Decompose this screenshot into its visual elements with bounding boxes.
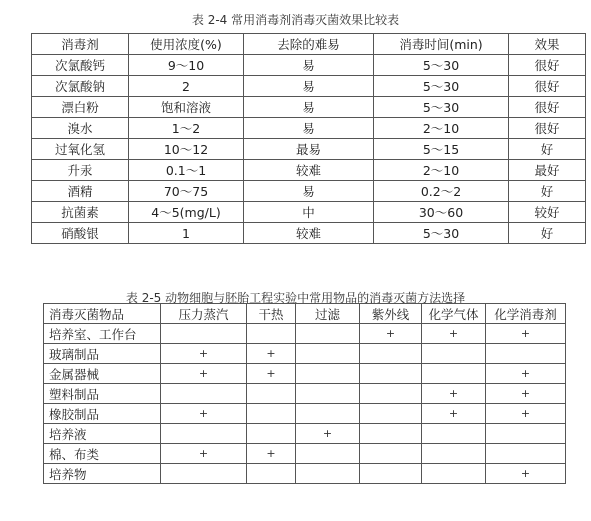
table-cell [422,444,486,464]
table-row [32,223,586,244]
table-cell [296,364,360,384]
table-cell [486,444,566,464]
table-cell: 较难 [244,160,374,181]
table-header-row [32,34,586,55]
table-cell: 70～75 [129,181,244,202]
table-cell [422,424,486,444]
table-cell: 2～10 [374,118,509,139]
row-label-cell: 过氧化氢 [32,139,129,160]
table-cell [360,384,422,404]
table-cell: 10～12 [129,139,244,160]
table-cell [247,384,296,404]
table-row [32,139,586,160]
header-cell: 紫外线 [360,304,422,324]
table-cell: 1 [129,223,244,244]
row-label-cell: 塑料制品 [44,384,161,404]
row-label-cell: 漂白粉 [32,97,129,118]
table-cell: 易 [244,97,374,118]
table-cell [296,324,360,344]
table-cell: 2～10 [374,160,509,181]
table-cell [296,464,360,484]
table-row [44,344,566,364]
row-label-cell: 酒精 [32,181,129,202]
row-label-cell: 升汞 [32,160,129,181]
table-cell [360,444,422,464]
table-cell [422,344,486,364]
table-row [44,384,566,404]
table-cell [161,424,247,444]
header-cell: 压力蒸汽 [161,304,247,324]
row-label-cell: 抗菌素 [32,202,129,223]
header-cell: 消毒剂 [32,34,129,55]
table-cell: 0.1～1 [129,160,244,181]
table-cell: 5～30 [374,76,509,97]
table-cell: + [161,444,247,464]
table-cell: 易 [244,76,374,97]
table-row [44,364,566,384]
header-cell: 消毒时间(min) [374,34,509,55]
table-cell [360,424,422,444]
table-cell: 9～10 [129,55,244,76]
table-cell: 1～2 [129,118,244,139]
table-cell: 4～5(mg/L) [129,202,244,223]
table-cell [360,344,422,364]
table-cell: + [161,344,247,364]
table-cell: 易 [244,181,374,202]
table-cell: + [296,424,360,444]
table-cell: 最易 [244,139,374,160]
table-cell: 较好 [509,202,586,223]
table-cell [247,464,296,484]
disinfectant-comparison-table [31,33,586,244]
table-row [32,181,586,202]
header-cell: 消毒灭菌物品 [44,304,161,324]
row-label-cell: 次氯酸钠 [32,76,129,97]
table-cell [422,464,486,484]
table-cell: 较难 [244,223,374,244]
table-cell: 很好 [509,97,586,118]
table-cell: + [247,364,296,384]
header-cell: 干热 [247,304,296,324]
table-cell: 好 [509,223,586,244]
table-cell: 很好 [509,118,586,139]
row-label-cell: 玻璃制品 [44,344,161,364]
header-cell: 化学气体 [422,304,486,324]
header-cell: 效果 [509,34,586,55]
table-cell: 很好 [509,55,586,76]
table-cell: 好 [509,181,586,202]
table-row [44,444,566,464]
table-cell: 很好 [509,76,586,97]
table-cell [247,324,296,344]
table-cell [360,464,422,484]
row-label-cell: 培养室、工作台 [44,324,161,344]
sterilization-method-table [43,303,566,484]
table-header-row [44,304,566,324]
row-label-cell: 次氯酸钙 [32,55,129,76]
header-cell: 化学消毒剂 [486,304,566,324]
header-cell: 去除的难易 [244,34,374,55]
table-cell: + [247,444,296,464]
table-row [32,202,586,223]
table-cell: 饱和溶液 [129,97,244,118]
table-row [32,55,586,76]
table-cell: 5～30 [374,55,509,76]
table-cell: 5～30 [374,223,509,244]
table-cell: 好 [509,139,586,160]
table-cell: + [422,404,486,424]
table-cell: 易 [244,118,374,139]
table-row [32,118,586,139]
table-cell: + [486,404,566,424]
table-cell: + [247,344,296,364]
table-row [44,424,566,444]
row-label-cell: 棉、布类 [44,444,161,464]
table-cell: + [422,384,486,404]
table-cell [422,364,486,384]
row-label-cell: 硝酸银 [32,223,129,244]
table-cell: + [161,364,247,384]
table-cell: 0.2～2 [374,181,509,202]
header-cell: 过滤 [296,304,360,324]
table-cell: 中 [244,202,374,223]
table-cell: + [486,324,566,344]
table2-caption: 表 2-5 动物细胞与胚胎工程实验中常用物品的消毒灭菌方法选择 [125,291,466,305]
table-cell [247,424,296,444]
table-cell [296,384,360,404]
table-cell: + [422,324,486,344]
row-label-cell: 金属器械 [44,364,161,384]
table-cell [486,344,566,364]
table-row [44,464,566,484]
table-cell: 5～30 [374,97,509,118]
table1-caption: 表 2-4 常用消毒剂消毒灭菌效果比较表 [191,13,400,27]
table-cell: + [486,464,566,484]
table-cell: 30～60 [374,202,509,223]
table-row [32,160,586,181]
table-cell [486,424,566,444]
table-cell: 5～15 [374,139,509,160]
table-cell [296,404,360,424]
header-cell: 使用浓度(%) [129,34,244,55]
table-cell [247,404,296,424]
table-cell: + [360,324,422,344]
table-cell [161,464,247,484]
table-cell [360,404,422,424]
row-label-cell: 橡胶制品 [44,404,161,424]
row-label-cell: 培养物 [44,464,161,484]
table-cell: + [486,364,566,384]
table-cell: + [486,384,566,404]
row-label-cell: 培养液 [44,424,161,444]
table-cell: 2 [129,76,244,97]
table-cell [161,384,247,404]
table-row [32,97,586,118]
table-cell [360,364,422,384]
table-row [44,404,566,424]
table-cell: 最好 [509,160,586,181]
table-cell [161,324,247,344]
row-label-cell: 溴水 [32,118,129,139]
table-cell: + [161,404,247,424]
table-row [44,324,566,344]
table-cell [296,444,360,464]
table-cell: 易 [244,55,374,76]
table-row [32,76,586,97]
table-cell [296,344,360,364]
